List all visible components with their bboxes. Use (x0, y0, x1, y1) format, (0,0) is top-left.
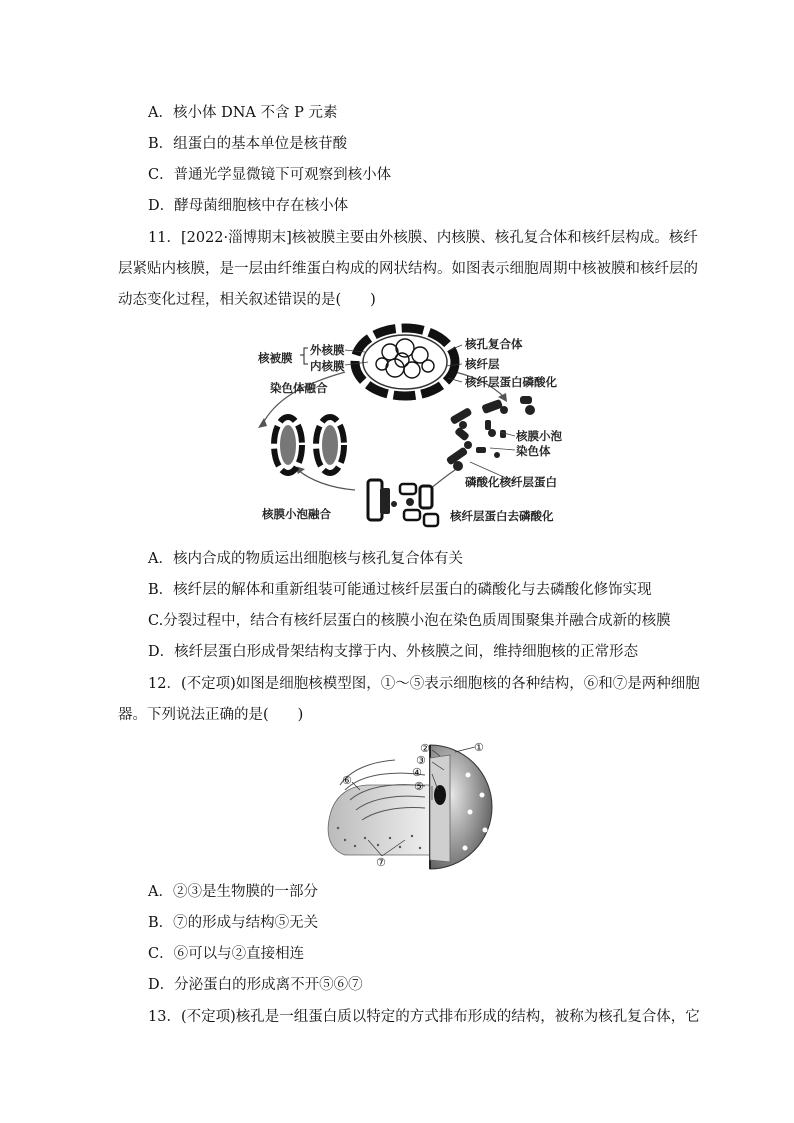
q12-stem-line-2: 器。下列说法正确的是( ) (118, 707, 304, 723)
label-marker-4: ④ (412, 766, 422, 779)
q11-option-b: B．核纤层的解体和重新组装可能通过核纤层蛋白的磷酸化与去磷酸化修饰实现 (148, 582, 652, 598)
label-marker-6: ⑥ (342, 774, 352, 787)
nucleus-top (355, 328, 455, 396)
envelope-bracket (300, 348, 308, 364)
label-chromosome-fusion: 染色体融合 (270, 381, 328, 395)
q10-option-b: B．组蛋白的基本单位是核苷酸 (148, 136, 348, 152)
label-pore-complex: 核孔复合体 (465, 337, 523, 351)
q10-option-d: D．酵母菌细胞核中存在核小体 (148, 198, 349, 214)
label-lamin-dephosphorylation: 核纤层蛋白去磷酸化 (450, 509, 554, 523)
q11-stem-line-1: 11．[2022·淄博期末]核被膜主要由外核膜、内核膜、核孔复合体和核纤层构成。核纤 (148, 230, 698, 246)
label-lamina: 核纤层 (465, 357, 500, 371)
chromosome-fusion-nuclei (274, 417, 344, 473)
q11-stem-line-3: 动态变化过程，相关叙述错误的是( ) (118, 292, 376, 308)
label-vesicle-fusion: 核膜小泡融合 (262, 507, 331, 521)
q12-nucleus-model (328, 745, 492, 869)
label-lamin-phosphorylation: 核纤层蛋白磷酸化 (465, 375, 557, 389)
label-marker-7: ⑦ (376, 856, 386, 869)
label-marker-5: ⑤ (414, 780, 424, 793)
label-marker-1: ① (474, 741, 484, 754)
q12-option-d: D．分泌蛋白的形成离不开⑤⑥⑦ (148, 977, 363, 993)
q12-option-c: C．⑥可以与②直接相连 (148, 946, 305, 962)
q10-option-c: C．普通光学显微镜下可观察到核小体 (148, 167, 392, 183)
q12-option-a: A．②③是生物膜的一部分 (148, 884, 318, 900)
label-phosphorylated-lamin: 磷酸化核纤层蛋白 (465, 475, 557, 489)
q11-stem-line-2: 层紧贴内核膜，是一层由纤维蛋白构成的网状结构。如图表示细胞周期中核被膜和核纤层的 (118, 261, 698, 277)
label-inner-membrane: 内核膜 (310, 359, 345, 373)
q11-option-c: C.分裂过程中，结合有核纤层蛋白的核膜小泡在染色质周围聚集并融合成新的核膜 (148, 613, 671, 629)
label-vesicle: 核膜小泡 (516, 429, 562, 443)
q13-stem-line-1: 13．(不定项)核孔是一组蛋白质以特定的方式排布形成的结构，被称为核孔复合体，它 (148, 1009, 700, 1025)
q12-option-b: B．⑦的形成与结构⑤无关 (148, 915, 319, 931)
q10-option-a: A．核小体 DNA 不含 P 元素 (148, 105, 338, 121)
label-chromosome: 染色体 (516, 444, 551, 458)
q11-option-d: D．核纤层蛋白形成骨架结构支撑于内、外核膜之间，维持细胞核的正常形态 (148, 644, 639, 660)
q12-stem-line-1: 12．(不定项)如图是细胞核模型图，①～⑤表示细胞核的各种结构，⑥和⑦是两种细胞 (148, 676, 700, 692)
label-nuclear-envelope: 核被膜 (258, 351, 293, 365)
label-marker-3: ③ (416, 754, 426, 767)
label-outer-membrane: 外核膜 (310, 343, 345, 357)
vesicle-fusion-structures (368, 480, 438, 526)
q11-option-a: A．核内合成的物质运出细胞核与核孔复合体有关 (148, 551, 463, 567)
label-marker-2: ② (420, 742, 430, 755)
